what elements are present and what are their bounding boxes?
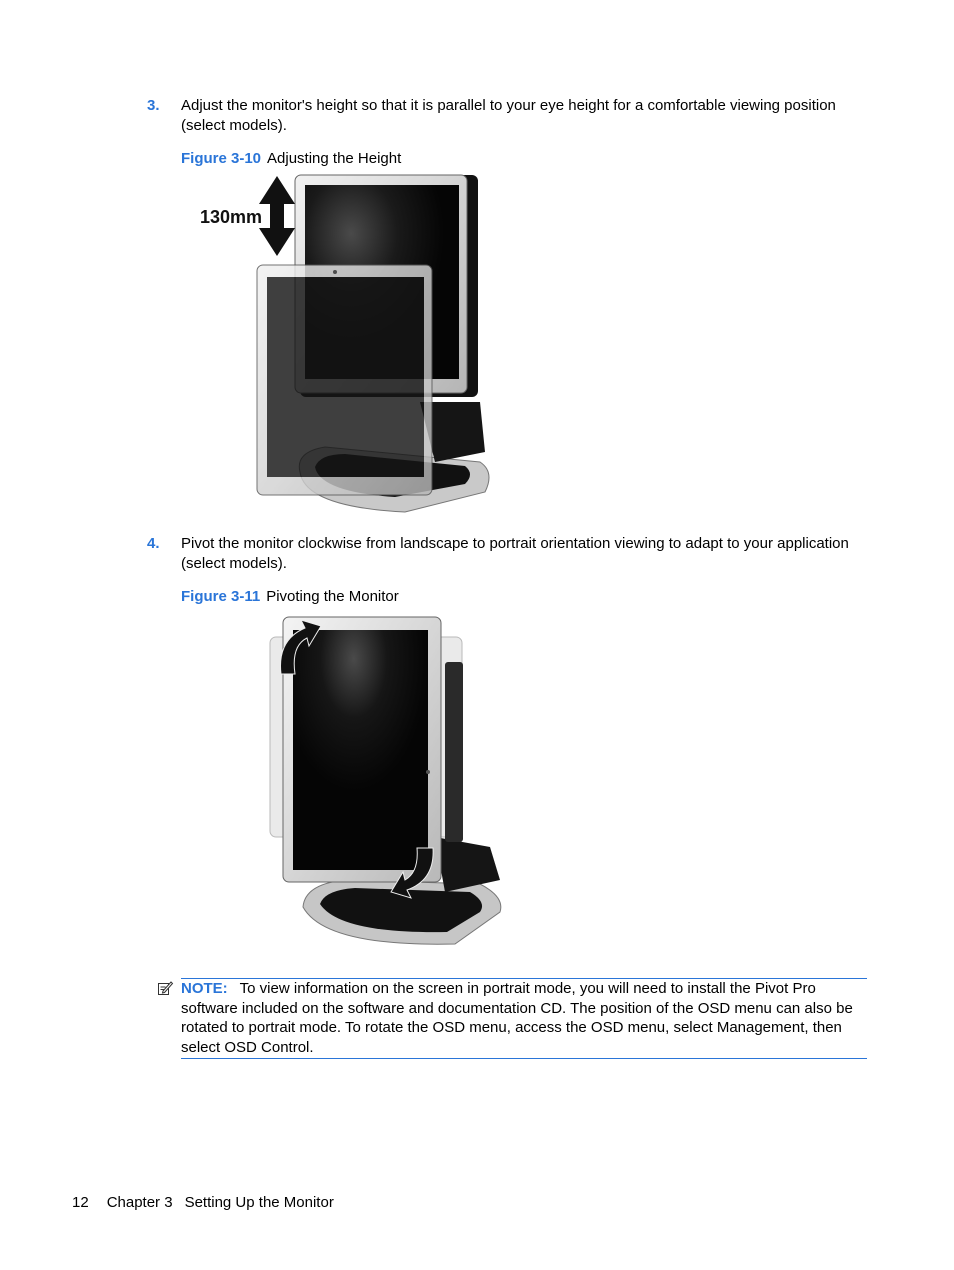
chapter-label: Chapter 3 <box>106 1194 173 1211</box>
figure-caption <box>181 149 401 169</box>
note-box <box>181 978 867 1059</box>
step-text: Pivot the monitor clockwise from landscape to portrait orientation viewing to adapt to your application (select models). <box>181 535 849 572</box>
monitor-height-illustration <box>195 172 495 517</box>
step-number: 4. <box>147 535 160 552</box>
figure-title: Pivoting the Monitor <box>266 588 399 605</box>
note-label: NOTE: <box>181 980 228 997</box>
page-footer <box>72 1193 352 1213</box>
figure-caption <box>181 587 399 607</box>
chapter-title: Setting Up the Monitor <box>184 1194 334 1211</box>
height-label: 130mm <box>200 207 263 227</box>
step-number: 3. <box>147 97 160 114</box>
figure-title: Adjusting the Height <box>267 150 402 167</box>
note-text: To view information on the screen in portrait mode, you will need to install the Pivot Pro software included on the software and documentation CD. The position of the OSD menu can also be rotated to portrait mode. To rotate the OSD menu, access the OSD menu, select Management, then select OSD Control. <box>181 980 853 1056</box>
page-number: 12 <box>72 1194 89 1211</box>
figure-label: Figure 3-10 <box>181 150 262 167</box>
note-icon <box>157 980 173 996</box>
figure-label: Figure 3-11 <box>181 588 261 605</box>
step-text: Adjust the monitor's height so that it is parallel to your eye height for a comfortable viewing position (select models). <box>181 97 836 134</box>
monitor-pivot-illustration <box>265 612 510 952</box>
